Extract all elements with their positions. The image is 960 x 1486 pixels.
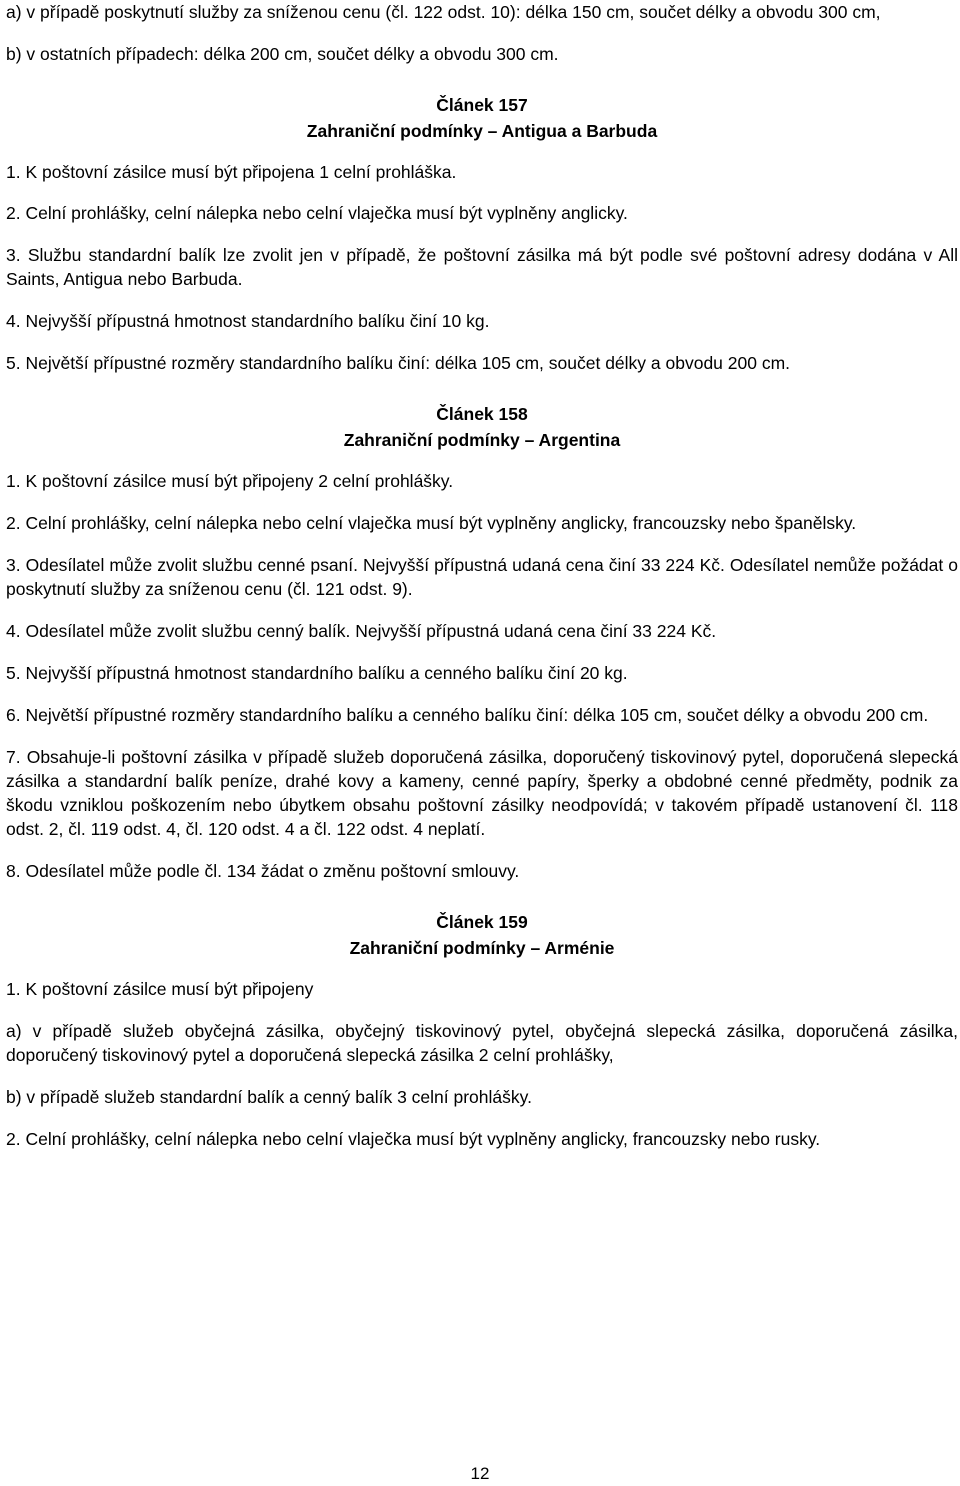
article-157-item-5: 5. Největší přípustné rozměry standardního balíku činí: délka 105 cm, součet délky a obvodu 200 cm. [6,353,791,373]
article-159-number: Článek 159 [436,912,528,932]
article-158-heading [6,401,958,453]
article-158-item-3: 3. Odesílatel může zvolit službu cenné psaní. Nejvyšší přípustná udaná cena činí 33 224 Kč. Odesílatel nemůže požádat o poskytnutí služby za sníženou cenu (čl. 121 odst. 9). [6,555,958,599]
article-158-item-1: 1. K poštovní zásilce musí být připojeny 2 celní prohlášky. [6,471,454,491]
article-158-item-8: 8. Odesílatel může podle čl. 134 žádat o změnu poštovní smlouvy. [6,861,520,881]
document-page [6,0,958,1151]
article-158-item-7: 7. Obsahuje-li poštovní zásilka v případě služeb doporučená zásilka, doporučený tiskovinový pytel, doporučená slepecká zásilka a standardní balík peníze, drahé kovy a kameny, cenné papíry, šperky a obdobné cenné předměty, podnik za škodu vzniklou poškozením nebo úbytkem obsahu poštovní zásilky neodpovídá; v takovém případě ustanovení čl. 118 odst. 2, čl. 119 odst. 4, čl. 120 odst. 4 a čl. 122 odst. 4 neplatí. [6,747,958,839]
article-158-item-4: 4. Odesílatel může zvolit službu cenný balík. Nejvyšší přípustná udaná cena činí 33 224 Kč. [6,621,717,641]
paragraph-b: b) v ostatních případech: délka 200 cm, součet délky a obvodu 300 cm. [6,44,559,64]
article-158-item-6: 6. Největší přípustné rozměry standardního balíku a cenného balíku činí: délka 105 cm, součet délky a obvodu 200 cm. [6,705,929,725]
article-159-item-2: 2. Celní prohlášky, celní nálepka nebo celní vlaječka musí být vyplněny anglicky, francouzsky nebo rusky. [6,1129,821,1149]
article-157-item-3: 3. Službu standardní balík lze zvolit jen v případě, že poštovní zásilka má být podle své poštovní adresy dodána v All Saints, Antigua nebo Barbuda. [6,245,958,289]
article-157-heading [6,92,958,144]
article-157-item-2: 2. Celní prohlášky, celní nálepka nebo celní vlaječka musí být vyplněny anglicky. [6,203,628,223]
article-159-item-1: 1. K poštovní zásilce musí být připojeny [6,979,314,999]
article-157-number: Článek 157 [436,95,528,115]
page-number: 12 [470,1464,490,1483]
article-157-item-1: 1. K poštovní zásilce musí být připojena 1 celní prohláška. [6,162,457,182]
article-159-item-1a: a) v případě služeb obyčejná zásilka, obyčejný tiskovinový pytel, obyčejná slepecká zásilka, doporučená zásilka, doporučený tiskovinový pytel a doporučená slepecká zásilka 2 celní prohlášky, [6,1021,958,1065]
article-158-item-2: 2. Celní prohlášky, celní nálepka nebo celní vlaječka musí být vyplněny anglicky, francouzsky nebo španělsky. [6,513,857,533]
article-159-item-1b: b) v případě služeb standardní balík a cenný balík 3 celní prohlášky. [6,1087,532,1107]
article-158-title: Zahraniční podmínky – Argentina [343,430,621,450]
paragraph-a: a) v případě poskytnutí služby za sníženou cenu (čl. 122 odst. 10): délka 150 cm, součet délky a obvodu 300 cm, [6,2,881,22]
article-158-item-5: 5. Nejvyšší přípustná hmotnost standardního balíku a cenného balíku činí 20 kg. [6,663,628,683]
article-158-number: Článek 158 [436,404,528,424]
article-159-heading [6,909,958,961]
article-157-item-4: 4. Nejvyšší přípustná hmotnost standardního balíku činí 10 kg. [6,311,490,331]
article-157-title: Zahraniční podmínky – Antigua a Barbuda [306,121,658,141]
article-159-title: Zahraniční podmínky – Arménie [349,938,615,958]
